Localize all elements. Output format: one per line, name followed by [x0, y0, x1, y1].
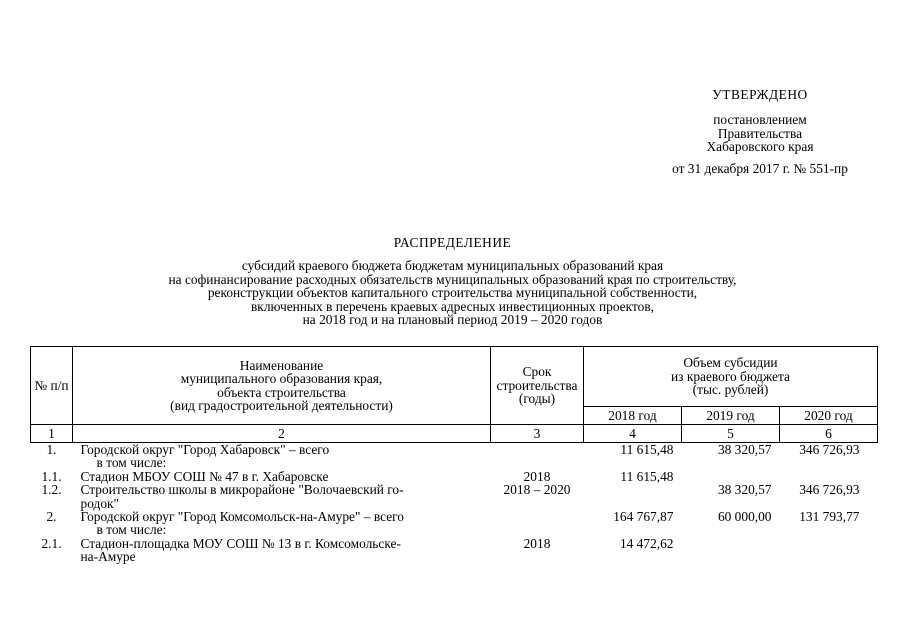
- approval-line-3: Хабаровского края: [706, 139, 814, 155]
- row-value-2019: 38 320,57: [717, 482, 772, 498]
- row-term: 2018: [523, 535, 551, 551]
- table-row: [31, 510, 878, 523]
- row-name-line: Стадион-площадка МОУ СОШ № 13 в г. Комсомольске-: [80, 535, 401, 551]
- header-term: [491, 347, 584, 425]
- header-year-2020: 2020 год: [780, 407, 878, 425]
- row-name-line: родок": [80, 495, 119, 511]
- approval-stamp: [640, 88, 880, 175]
- row-value-2020: [780, 470, 878, 483]
- row-value-2020: [780, 523, 878, 536]
- row-number: [31, 523, 73, 536]
- row-name-cell: [73, 456, 491, 469]
- document-subtitle-line: субсидий краевого бюджета бюджетам муниципальных образований края: [241, 258, 664, 274]
- document-subtitle-line: на 2018 год и на плановый период 2019 – 2020 годов: [302, 312, 603, 328]
- header-volume-line: из краевого бюджета: [671, 368, 790, 384]
- row-number: 1.2.: [41, 482, 62, 498]
- header-term-line: (годы): [518, 391, 556, 407]
- row-number: 2.: [46, 509, 57, 525]
- row-name-cell: [73, 523, 491, 536]
- column-number: 5: [682, 425, 780, 443]
- row-name: в том числе:: [96, 455, 167, 471]
- column-number: 4: [584, 425, 682, 443]
- row-value-2018: 11 615,48: [620, 442, 674, 457]
- row-value-2019: [682, 537, 780, 564]
- approval-line-2: Правительства: [717, 125, 803, 141]
- document-title-block: [90, 236, 815, 326]
- row-value-2020: [780, 456, 878, 469]
- header-num-label: № п/п: [34, 377, 69, 393]
- table-row: [31, 483, 878, 510]
- header-name-line: Наименование: [239, 357, 324, 373]
- table-row: [31, 443, 878, 457]
- document-title: РАСПРЕДЕЛЕНИЕ: [393, 235, 512, 250]
- row-name: Стадион МБОУ СОШ № 47 в г. Хабаровске: [80, 468, 329, 484]
- row-value-2020: [780, 537, 878, 564]
- subsidy-table: [30, 346, 878, 564]
- table-row: [31, 523, 878, 536]
- header-term-line: строительства: [496, 377, 578, 393]
- row-term: [491, 443, 584, 457]
- table-row: [31, 456, 878, 469]
- column-number: 2: [73, 425, 491, 443]
- header-year-2018: 2018 год: [584, 407, 682, 425]
- document-subtitle-line: на софинансирование расходных обязательств муниципальных образований края по строительству,: [168, 271, 737, 287]
- header-year-2019: 2019 год: [682, 407, 780, 425]
- row-name: в том числе:: [96, 522, 167, 538]
- row-name-cell: [73, 483, 491, 510]
- row-value-2018: [584, 483, 682, 510]
- approval-title: УТВЕРЖДЕНО: [712, 87, 808, 102]
- row-term: [491, 523, 584, 536]
- row-term: 2018 – 2020: [503, 482, 571, 498]
- document-subtitle-line: включенных в перечень краевых адресных инвестиционных проектов,: [250, 298, 654, 314]
- header-volume-line: (тыс. рублей): [692, 382, 769, 398]
- row-name: Городской округ "Город Хабаровск" – всего: [80, 442, 330, 457]
- row-value-2020: 131 793,77: [799, 509, 860, 525]
- row-name-cell: [73, 537, 491, 564]
- table-row: [31, 470, 878, 483]
- row-value-2019: [682, 523, 780, 536]
- row-value-2020: 346 726,93: [799, 482, 860, 498]
- row-number: 1.: [46, 442, 57, 457]
- row-name-line: Строительство школы в микрорайоне "Волочаевский го-: [80, 482, 404, 498]
- approval-date: от 31 декабря 2017 г. № 551-пр: [672, 160, 848, 176]
- header-term-line: Срок: [522, 364, 552, 380]
- header-name: [73, 347, 491, 425]
- row-value-2018: 11 615,48: [620, 468, 674, 484]
- row-value-2018: [584, 523, 682, 536]
- header-name-line: (вид градостроительной деятельности): [170, 397, 393, 413]
- row-value-2019: 38 320,57: [717, 442, 772, 457]
- header-name-line: объекта строительства: [217, 384, 346, 400]
- row-value-2019: [682, 470, 780, 483]
- row-term: [491, 510, 584, 523]
- header-num: [31, 347, 73, 425]
- row-value-2018: 164 767,87: [613, 509, 674, 525]
- row-number: 2.1.: [41, 535, 62, 551]
- row-value-2019: 60 000,00: [717, 509, 772, 525]
- header-volume: [584, 347, 878, 407]
- approval-line-1: постановлением: [713, 112, 807, 128]
- row-name: Городской округ "Город Комсомольск-на-Амуре" – всего: [80, 509, 405, 525]
- row-term: [491, 456, 584, 469]
- column-number: 6: [780, 425, 878, 443]
- row-value-2020: 346 726,93: [799, 442, 860, 457]
- row-value-2018: 14 472,62: [619, 535, 674, 551]
- row-name-line: на-Амуре: [80, 549, 136, 565]
- row-term: 2018: [523, 468, 551, 484]
- document-subtitle-line: реконструкции объектов капитального строительства муниципальной собственности,: [207, 285, 698, 301]
- row-number: [31, 456, 73, 469]
- table-row: [31, 537, 878, 564]
- header-volume-line: Объем субсидии: [683, 355, 778, 371]
- column-number: 3: [491, 425, 584, 443]
- row-value-2018: [584, 456, 682, 469]
- column-number: 1: [31, 425, 73, 443]
- row-number: 1.1.: [41, 468, 62, 484]
- header-name-line: муниципального образования края,: [180, 371, 383, 387]
- row-value-2019: [682, 456, 780, 469]
